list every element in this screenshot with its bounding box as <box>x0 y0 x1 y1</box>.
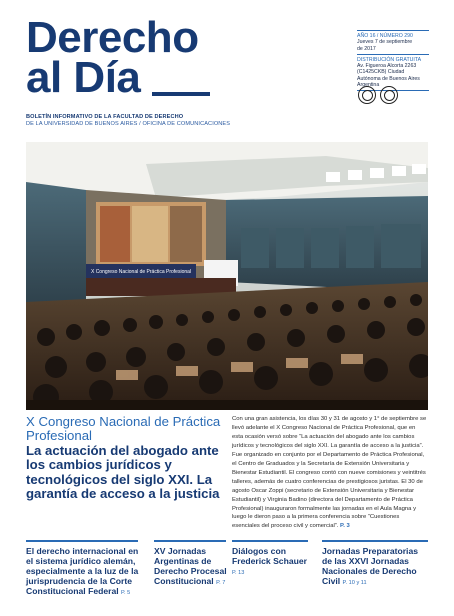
masthead-title-line1: Derecho <box>26 13 199 62</box>
masthead-subtitle-line2: DE LA UNIVERSIDAD DE BUENOS AIRES / OFICINA DE COMUNICACIONES <box>26 121 231 127</box>
teaser-international-law[interactable] <box>26 546 140 598</box>
university-seals <box>358 86 398 104</box>
teaser-schauer[interactable] <box>232 546 310 578</box>
masthead-subtitle-line1: BOLETÍN INFORMATIVO DE LA FACULTAD DE DERECHO <box>26 114 184 120</box>
distribution-label: DISTRIBUCIÓN GRATUITA <box>357 56 422 63</box>
lead-story-headline-block <box>26 415 226 502</box>
faculty-seal-icon <box>358 86 376 104</box>
teaser-derecho-civil[interactable] <box>322 546 430 588</box>
auditorium-photo <box>26 142 428 410</box>
lead-story-headline[interactable]: La actuación del abogado ante los cambios jurídicos y tecnológicos del siglo XXI. La garantía de acceso a la justicia <box>26 443 220 502</box>
masthead-rule <box>152 92 210 96</box>
issue-info-rule-top <box>357 30 429 31</box>
teaser-title: El derecho internacional en el sistema jurídico alemán, especialmente a la luz de la jurisprudencia de la Corte Constitucional Federal <box>26 546 139 596</box>
lead-story-body-block <box>232 415 428 531</box>
teaser-rule-1 <box>26 540 138 542</box>
issue-info <box>357 28 429 93</box>
university-seal-icon <box>380 86 398 104</box>
teaser-title: Jornadas Preparatorias de las XXVI Jornadas Nacionales de Derecho Civil <box>322 546 419 586</box>
address-line4: Argentina <box>357 82 380 89</box>
teaser-page-ref: P. 13 <box>232 570 245 576</box>
issue-info-rule-mid <box>357 54 429 55</box>
address-line1: Av. Figueroa Alcorta 2263 <box>357 63 417 70</box>
lead-story-body: Con una gran asistencia, los días 30 y 31 de agosto y 1° de septiembre se llevó adelante el X Congreso Nacional de Práctica Profesional, que en esta ocasión versó sobre “La actuación del abogado ante los cambios jurídicos y tecnológicos del siglo XXI. La garantía de acceso a la justicia”. Fue organizado en conjunto por el Departamento de Práctica Profesional, el Centro de Graduados y la Secretaría de Extensión Universitaria y Bienestar Estudiantil. El congreso contó con nueve comisiones y veintitrés talleres, además de cuatro conferencias de prestigiosos juristas. El 30 de agosto Oscar Zoppi (secretario de Extensión Universitaria y Bienestar Estudiantil) y Virginia Badino (directora del Departamento de Práctica Profesional) inauguraron formalmente las jornadas en el Aula Magna y luego le dieron paso a la primera conferencia sobre “Cuestiones esenciales del proceso civil y comercial”. <box>232 416 427 530</box>
teaser-rule-2 <box>154 540 226 542</box>
lead-story-kicker: X Congreso Nacional de Práctica Profesional <box>26 414 221 443</box>
address-line3: Autónoma de Buenos Aires <box>357 75 420 82</box>
teaser-page-ref: P. 7 <box>216 580 226 586</box>
teaser-rule-4 <box>322 540 428 542</box>
auditorium-illustration <box>26 142 428 410</box>
masthead-title-line2: al Día <box>26 53 141 102</box>
stage-banner-text: X Congreso Nacional de Práctica Profesional <box>90 269 192 275</box>
teaser-page-ref: P. 5 <box>121 590 131 596</box>
issue-date-line1: Jueves 7 de septiembre <box>357 39 413 46</box>
masthead-title <box>26 13 199 102</box>
issue-number: AÑO 16 / NÚMERO 290 <box>357 33 413 39</box>
address-line2: (C1425CKB) Ciudad <box>357 69 405 76</box>
lead-story-page-ref[interactable]: P. 3 <box>340 523 350 530</box>
teaser-title: Diálogos con Frederick Schauer <box>232 546 307 566</box>
teaser-title: XV Jornadas Argentinas de Derecho Procesal Constitucional <box>154 546 227 586</box>
issue-date-line2: de 2017 <box>357 45 376 52</box>
teaser-rule-3 <box>232 540 308 542</box>
teaser-procesal-constitucional[interactable] <box>154 546 230 588</box>
teaser-page-ref: P. 10 y 11 <box>342 580 367 586</box>
